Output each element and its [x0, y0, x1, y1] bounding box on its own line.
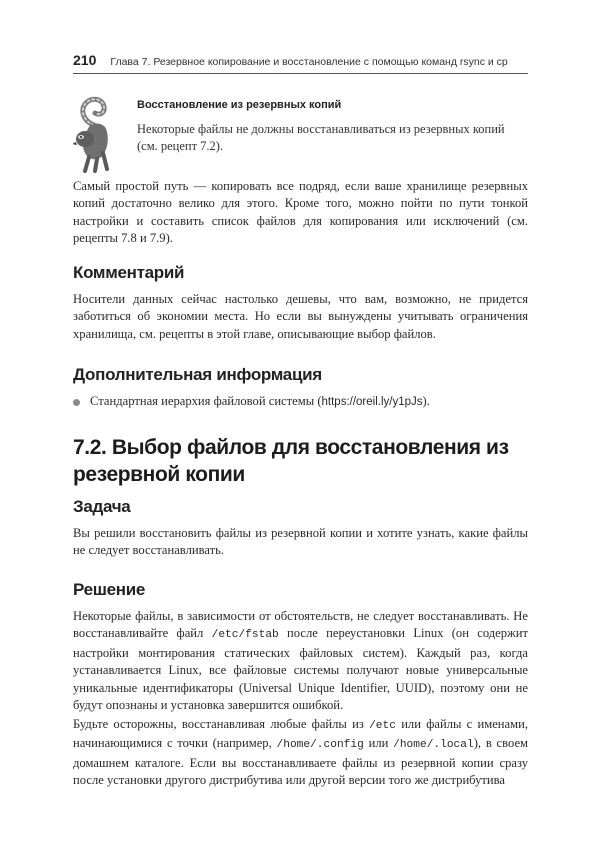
note-box: [73, 95, 528, 175]
p1-text-a: Некоторые файлы, в зависимости от обстоятельств, не следует восстанавливать. Не восстанавливайте файл: [73, 609, 528, 641]
solution-heading: Решение: [73, 580, 146, 599]
note-text: Некоторые файлы не должны восстанавливаться из резервных копий (см. рецепт 7.2).: [137, 122, 505, 153]
intro-paragraph: Самый простой путь — копировать все подряд, если ваше хранилище резервных копий достаточно велико для этого. Кроме того, можно пойти по пути тонкой настройки и составить список файлов для копирования или исключений (см. рецепты 7.8 и 7.9).: [73, 179, 528, 246]
fstab-path: /etc/fstab: [211, 629, 279, 642]
bullet-text: [90, 393, 430, 411]
more-info-heading: Дополнительная информация: [73, 365, 322, 384]
p2-text-a: Будьте осторожны, восстанавливая любые файлы из: [73, 717, 370, 731]
local-path: /home/.local: [393, 739, 474, 752]
bullet-label: Стандартная иерархия файловой системы (: [90, 394, 322, 408]
running-title: Глава 7. Резервное копирование и восстановление с помощью команд rsync и cp: [110, 56, 508, 68]
task-paragraph: Вы решили восстановить файлы из резервной копии и хотите узнать, какие файлы не следует восстанавливать.: [73, 526, 528, 558]
config-path: /home/.config: [276, 739, 364, 752]
p1-text-b: после переустановки Linux (он содержит настройки монтирования статических файловых систем). Каждый раз, когда устанавливается Linux, все файловые системы получают новые универсальные уникальные идентификаторы (Universal Unique Identifier, UUID), поэтому они не будут опознаны и установка завершится ошибкой.: [73, 626, 528, 713]
fhs-link[interactable]: https://oreil.ly/y1pJs: [321, 396, 423, 408]
lemur-icon: [73, 95, 119, 173]
comment-heading: Комментарий: [73, 263, 185, 282]
bullet-end: ).: [422, 394, 430, 408]
p2-text-c: или: [363, 736, 394, 751]
page-header: [73, 52, 528, 72]
p2-text-b: или файлы с именами, начинающимися с точки (например,: [73, 717, 528, 751]
page-number: 210: [73, 52, 97, 68]
task-heading: Задача: [73, 497, 131, 516]
note-title: Восстановление из резервных копий: [137, 99, 342, 111]
etc-path: /etc: [369, 720, 396, 732]
comment-paragraph: Носители данных сейчас настолько дешевы, что вам, возможно, не придется заботиться об экономии места. Но если вы вынуждены учитывать ограничения хранилища, см. рецепты в этой главе, описывающие выбор файлов.: [73, 292, 528, 341]
bullet-icon: [73, 399, 80, 406]
section-title: 7.2. Выбор файлов для восстановления из резервной копии: [73, 436, 509, 486]
solution-paragraph-1: [73, 608, 528, 714]
header-rule: [73, 73, 528, 74]
list-item: [73, 393, 528, 411]
p2-text-d: ), в своем домашнем каталоге. Если вы восстанавливаете файлы из резервной копии сразу после установки другого дистрибутива или другой версии того же дистрибутива: [73, 736, 529, 788]
solution-paragraph-2: [73, 716, 528, 790]
